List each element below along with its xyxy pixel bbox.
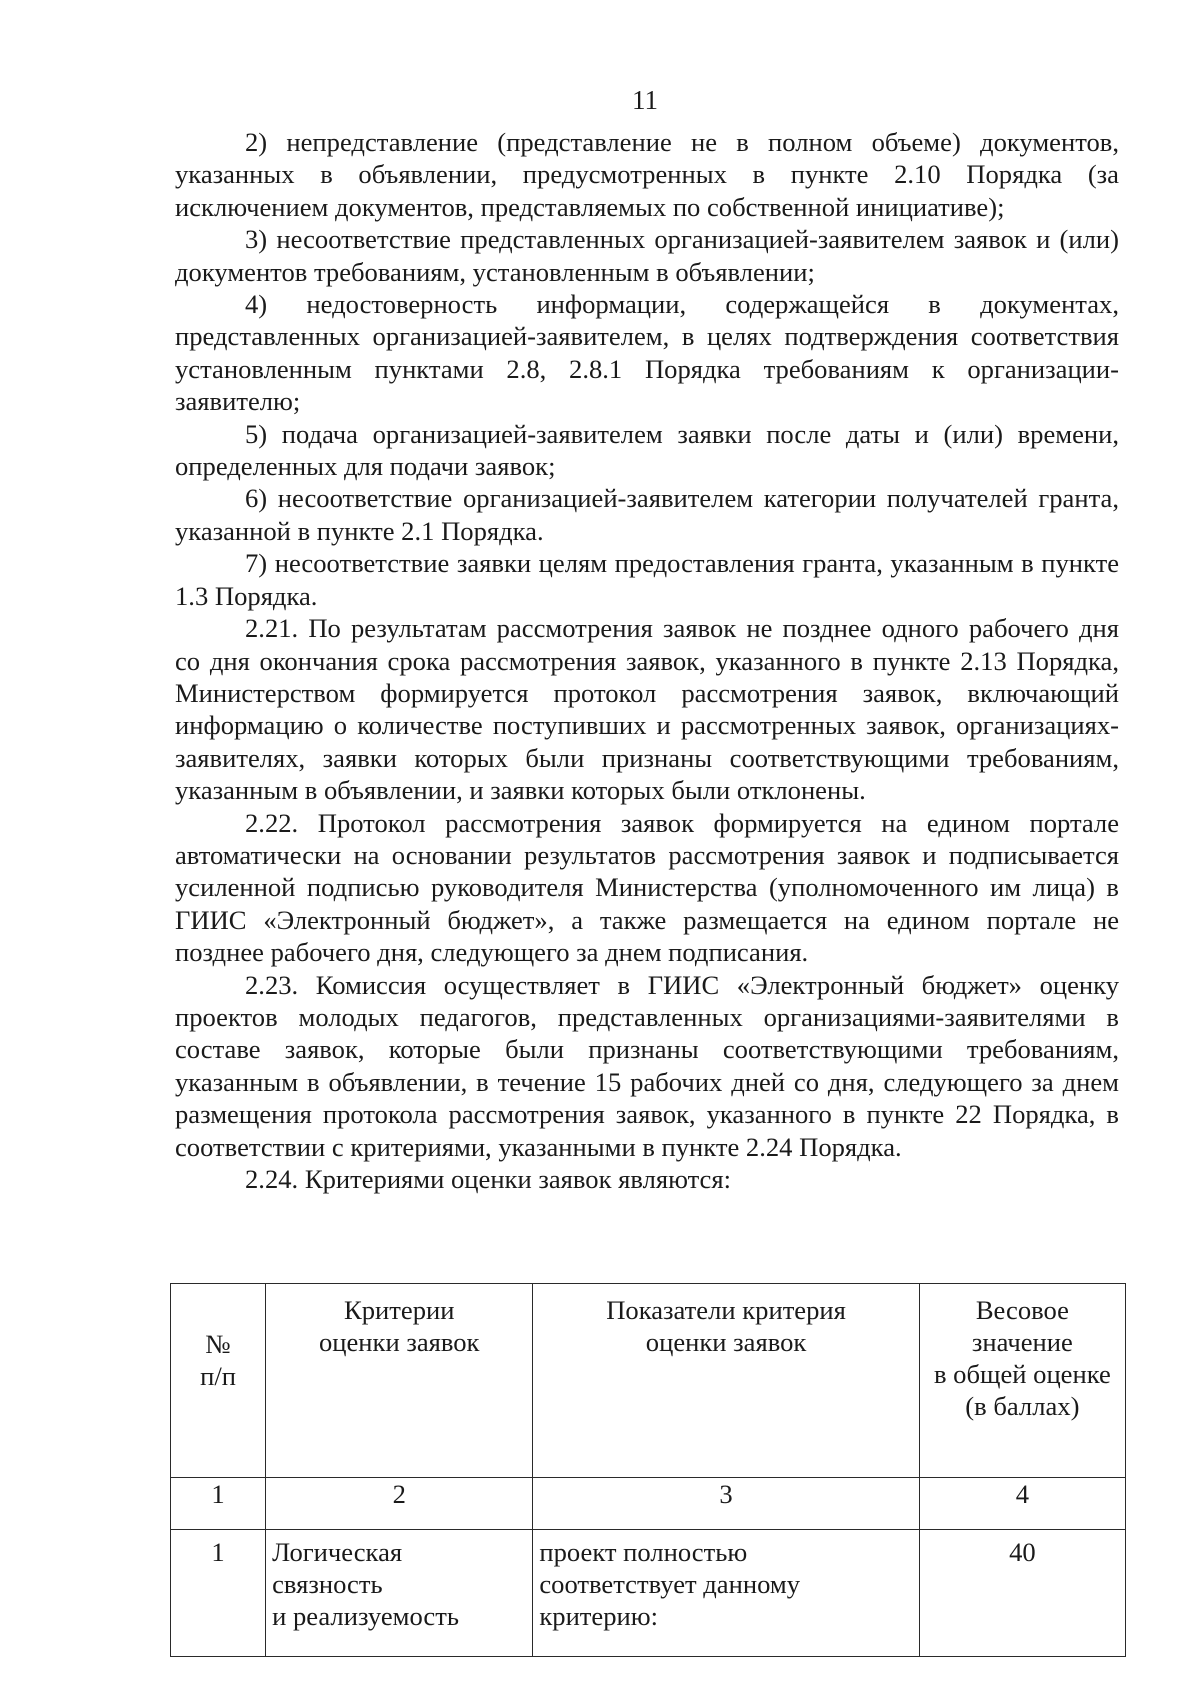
row-weight: 40 xyxy=(919,1530,1125,1657)
row-number: 1 xyxy=(171,1530,266,1657)
header-indicators: Показатели критерия оценки заявок xyxy=(533,1284,919,1478)
table-numbering-row xyxy=(171,1478,1126,1530)
row-indicator: проект полностью соответствует данному критерию: xyxy=(533,1530,919,1657)
header-number: № п/п xyxy=(171,1284,266,1478)
numbering-cell: 2 xyxy=(266,1478,533,1530)
paragraph-2-23: 2.23. Комиссия осуществляет в ГИИС «Электронный бюджет» оценку проектов молодых педагогов, представленных организациями-заявителями в составе заявок, которые были признаны соответствующими требованиям, указанным в объявлении, в течение 15 рабочих дней со дня, следующего за днем размещения протокола рассмотрения заявок, указанного в пункте 22 Порядка, в соответствии с критериями, указанными в пункте 2.24 Порядка. xyxy=(175,969,1119,1162)
paragraph-item-7: 7) несоответствие заявки целям предоставления гранта, указанным в пункте 1.3 Порядка. xyxy=(175,548,1119,611)
paragraph-item-6: 6) несоответствие организацией-заявителем категории получателей гранта, указанной в пункте 2.1 Порядка. xyxy=(175,483,1119,546)
numbering-cell: 3 xyxy=(533,1478,919,1530)
row-criterion: Логическая связность и реализуемость xyxy=(266,1530,533,1657)
criteria-table xyxy=(170,1283,1126,1657)
paragraph-item-3: 3) несоответствие представленных организацией-заявителем заявок и (или) документов требованиям, установленным в объявлении; xyxy=(175,224,1119,287)
header-criteria: Критерии оценки заявок xyxy=(266,1284,533,1478)
paragraph-2-22: 2.22. Протокол рассмотрения заявок формируется на едином портале автоматически на основании результатов рассмотрения заявок и подписывается усиленной подписью руководителя Министерства (уполномоченного им лица) в ГИИС «Электронный бюджет», а также размещается на едином портале не позднее рабочего дня, следующего за днем подписания. xyxy=(175,807,1119,968)
paragraph-item-2: 2) непредставление (представление не в полном объеме) документов, указанных в объявлении, предусмотренных в пункте 2.10 Порядка (за исключением документов, представляемых по собственной инициативе); xyxy=(175,127,1119,222)
header-weight: Весовое значение в общей оценке (в баллах) xyxy=(919,1284,1125,1478)
table-header-row xyxy=(171,1284,1126,1478)
numbering-cell: 4 xyxy=(919,1478,1125,1530)
paragraph-2-24: 2.24. Критериями оценки заявок являются: xyxy=(245,1164,731,1194)
numbering-cell: 1 xyxy=(171,1478,266,1530)
paragraph-item-4: 4) недостоверность информации, содержащейся в документах, представленных организацией-заявителем, в целях подтверждения соответствия установленным пунктами 2.8, 2.8.1 Порядка требованиям к организации-заявителю; xyxy=(175,289,1119,417)
page-number: 11 xyxy=(632,85,658,115)
table-row xyxy=(171,1530,1126,1657)
paragraph-item-5: 5) подача организацией-заявителем заявки после даты и (или) времени, определенных для подачи заявок; xyxy=(175,418,1119,482)
body-text xyxy=(175,126,1119,1195)
paragraph-2-21: 2.21. По результатам рассмотрения заявок не позднее одного рабочего дня со дня окончания срока рассмотрения заявок, указанного в пункте 2.13 Порядка, Министерством формируется протокол рассмотрения заявок, включающий информацию о количестве поступивших и рассмотренных заявок, организациях-заявителях, заявки которых были признаны соответствующими требованиям, указанным в объявлении, и заявки которых были отклонены. xyxy=(175,613,1119,806)
